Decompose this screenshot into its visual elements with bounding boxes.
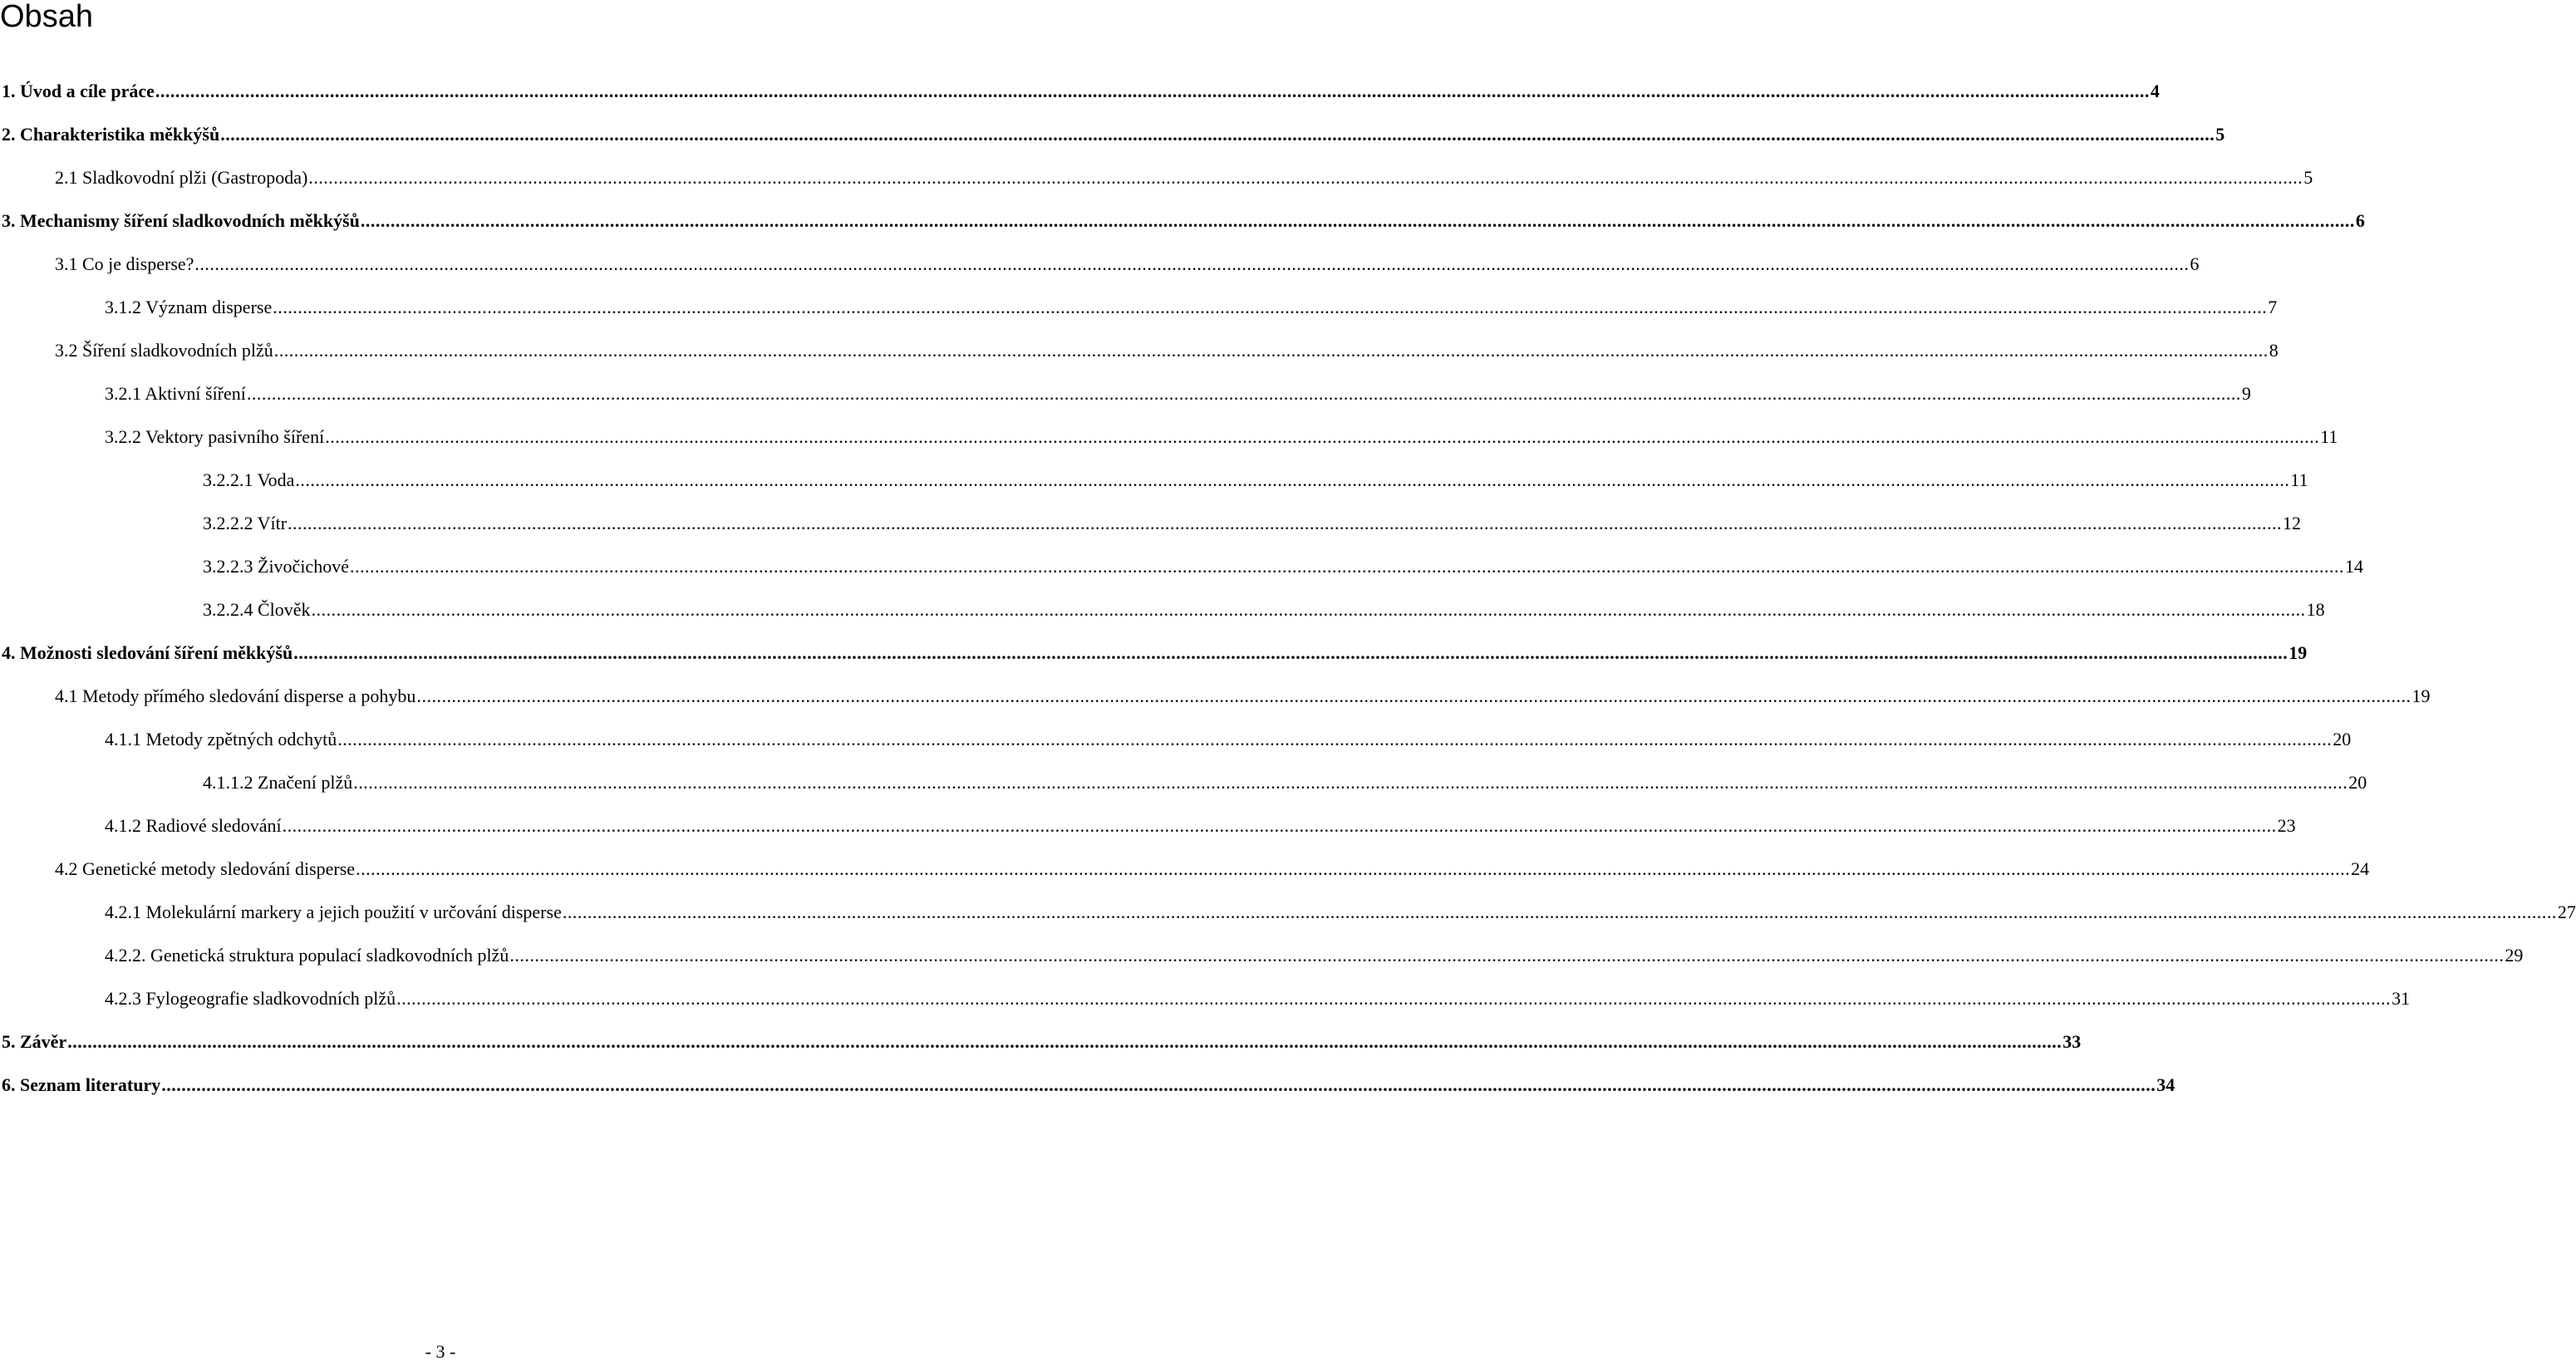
toc-entry-page: 33 <box>2062 1031 2082 1052</box>
toc-dot-leader: ................................................................................................................................................................................................................................................................................................................................................................................................................ <box>293 642 2288 663</box>
toc-entry-4-1[interactable] <box>55 682 2431 707</box>
toc-entry-label: 3.2.1 Aktivní šíření <box>105 383 246 404</box>
toc-entry-label: 1. Úvod a cíle práce <box>2 81 155 101</box>
toc-entry-label: 3.2 Šíření sladkovodních plžů <box>55 340 273 361</box>
toc-entry-label: 4.1.2 Radiové sledování <box>105 815 282 836</box>
toc-entry-page: 8 <box>2269 340 2279 361</box>
toc-entry-page: 29 <box>2505 945 2524 966</box>
toc-entry-4-1-2[interactable] <box>105 812 2296 837</box>
toc-entry-page: 14 <box>2344 556 2363 577</box>
toc-dot-leader: ................................................................................................................................................................................................................................................................................................................................................................................................................ <box>288 513 2283 533</box>
toc-entry-label: 6. Seznam literatury <box>2 1074 161 1095</box>
toc-dot-leader: ................................................................................................................................................................................................................................................................................................................................................................................................................ <box>356 858 2351 879</box>
toc-entry-label: 4.1.1.2 Značení plžů <box>203 772 353 793</box>
toc-entry-label: 4.1.1 Metody zpětných odchytů <box>105 729 337 749</box>
toc-dot-leader: ................................................................................................................................................................................................................................................................................................................................................................................................................ <box>337 729 2333 749</box>
toc-entry-4-2[interactable] <box>55 855 2370 880</box>
toc-dot-leader: ................................................................................................................................................................................................................................................................................................................................................................................................................ <box>311 599 2306 620</box>
toc-dot-leader: ................................................................................................................................................................................................................................................................................................................................................................................................................ <box>308 167 2303 188</box>
toc-entry-page: 24 <box>2351 858 2370 879</box>
toc-entry-3-2-2-2[interactable] <box>203 509 2302 534</box>
toc-entry-3-2-2-4[interactable] <box>203 596 2325 621</box>
toc-dot-leader: ................................................................................................................................................................................................................................................................................................................................................................................................................ <box>396 988 2392 1009</box>
toc-entry-page: 6 <box>2355 210 2365 231</box>
toc-entry-label: 4.1 Metody přímého sledování disperse a pohybu <box>55 686 416 706</box>
toc-entry-1[interactable] <box>2 77 2160 102</box>
toc-dot-leader: ................................................................................................................................................................................................................................................................................................................................................................................................................ <box>246 383 2241 404</box>
toc-dot-leader: ................................................................................................................................................................................................................................................................................................................................................................................................................ <box>360 210 2355 231</box>
toc-dot-leader: ................................................................................................................................................................................................................................................................................................................................................................................................................ <box>67 1031 2062 1052</box>
toc-entry-3-2-2-1[interactable] <box>203 466 2308 491</box>
toc-dot-leader: ................................................................................................................................................................................................................................................................................................................................................................................................................ <box>220 124 2215 145</box>
toc-entry-label: 3.2.2.1 Voda <box>203 469 295 490</box>
toc-entry-page: 23 <box>2277 815 2296 836</box>
toc-entry-page: 6 <box>2190 253 2200 274</box>
toc-entry-page: 9 <box>2241 383 2251 404</box>
toc-entry-3-1-2[interactable] <box>105 293 2278 318</box>
toc-entry-page: 34 <box>2156 1074 2175 1095</box>
toc-dot-leader: ................................................................................................................................................................................................................................................................................................................................................................................................................ <box>325 426 2320 447</box>
toc-entry-4-2-2[interactable] <box>105 941 2524 966</box>
page-title: Obsah <box>0 0 93 34</box>
toc-entry-4-2-1[interactable] <box>105 898 2576 923</box>
toc-entry-page: 5 <box>2303 167 2313 188</box>
toc-entry-3-1[interactable] <box>55 250 2200 275</box>
toc-entry-label: 4.2 Genetické metody sledování disperse <box>55 858 356 879</box>
toc-dot-leader: ................................................................................................................................................................................................................................................................................................................................................................................................................ <box>282 815 2277 836</box>
toc-entry-label: 3. Mechanismy šíření sladkovodních měkkýšů <box>2 210 360 231</box>
toc-entry-page: 12 <box>2283 513 2302 533</box>
toc-entry-page: 20 <box>2348 772 2367 793</box>
toc-entry-label: 5. Závěr <box>2 1031 67 1052</box>
toc-entry-label: 3.2.2.3 Živočichové <box>203 556 349 577</box>
toc-entry-3-2[interactable] <box>55 337 2279 361</box>
toc-entry-label: 4.2.2. Genetická struktura populací sladkovodních plžů <box>105 945 509 966</box>
toc-entry-3[interactable] <box>2 207 2365 232</box>
toc-entry-4[interactable] <box>2 639 2308 664</box>
toc-entry-page: 27 <box>2557 902 2576 922</box>
toc-entry-2-1[interactable] <box>55 164 2313 189</box>
toc-entry-2[interactable] <box>2 120 2225 145</box>
toc-entry-6[interactable] <box>2 1071 2175 1096</box>
toc-dot-leader: ................................................................................................................................................................................................................................................................................................................................................................................................................ <box>416 686 2411 706</box>
toc-entry-label: 3.2.2.4 Člověk <box>203 599 311 620</box>
toc-entry-page: 7 <box>2268 297 2278 317</box>
page-number: - 3 - <box>425 1341 456 1362</box>
toc-entry-label: 4. Možnosti sledování šíření měkkýšů <box>2 642 293 663</box>
toc-entry-5[interactable] <box>2 1028 2082 1053</box>
toc-entry-label: 3.1 Co je disperse? <box>55 253 194 274</box>
toc-dot-leader: ................................................................................................................................................................................................................................................................................................................................................................................................................ <box>161 1074 2156 1095</box>
toc-entry-label: 4.2.1 Molekulární markery a jejich použití v určování disperse <box>105 902 562 922</box>
toc-entry-page: 19 <box>2288 642 2308 663</box>
toc-entry-4-1-1[interactable] <box>105 725 2352 750</box>
toc-dot-leader: ................................................................................................................................................................................................................................................................................................................................................................................................................ <box>353 772 2348 793</box>
toc-entry-page: 11 <box>2320 426 2338 447</box>
toc-entry-label: 3.2.2.2 Vítr <box>203 513 288 533</box>
toc-entry-label: 2.1 Sladkovodní plži (Gastropoda) <box>55 167 308 188</box>
toc-entry-label: 3.2.2 Vektory pasivního šíření <box>105 426 325 447</box>
toc-entry-page: 20 <box>2333 729 2352 749</box>
toc-entry-page: 18 <box>2306 599 2325 620</box>
toc-dot-leader: ................................................................................................................................................................................................................................................................................................................................................................................................................ <box>194 253 2190 274</box>
toc-entry-3-2-2[interactable] <box>105 423 2338 448</box>
toc-entry-4-1-1-2[interactable] <box>203 769 2367 794</box>
toc-entry-label: 3.1.2 Význam disperse <box>105 297 273 317</box>
toc-entry-page: 11 <box>2290 469 2308 490</box>
toc-dot-leader: ................................................................................................................................................................................................................................................................................................................................................................................................................ <box>155 81 2150 101</box>
toc-dot-leader: ................................................................................................................................................................................................................................................................................................................................................................................................................ <box>562 902 2557 922</box>
toc-dot-leader: ................................................................................................................................................................................................................................................................................................................................................................................................................ <box>509 945 2505 966</box>
toc-entry-page: 19 <box>2411 686 2431 706</box>
toc-entry-label: 2. Charakteristika měkkýšů <box>2 124 220 145</box>
toc-dot-leader: ................................................................................................................................................................................................................................................................................................................................................................................................................ <box>273 297 2268 317</box>
toc-entry-label: 4.2.3 Fylogeografie sladkovodních plžů <box>105 988 396 1009</box>
toc-entry-3-2-1[interactable] <box>105 380 2251 405</box>
toc-entry-page: 4 <box>2150 81 2160 101</box>
toc-entry-page: 5 <box>2215 124 2225 145</box>
toc-dot-leader: ................................................................................................................................................................................................................................................................................................................................................................................................................ <box>295 469 2290 490</box>
toc-entry-4-2-3[interactable] <box>105 985 2411 1010</box>
toc-dot-leader: ................................................................................................................................................................................................................................................................................................................................................................................................................ <box>273 340 2269 361</box>
toc-entry-page: 31 <box>2392 988 2411 1009</box>
toc-entry-3-2-2-3[interactable] <box>203 553 2363 577</box>
toc-dot-leader: ................................................................................................................................................................................................................................................................................................................................................................................................................ <box>349 556 2344 577</box>
